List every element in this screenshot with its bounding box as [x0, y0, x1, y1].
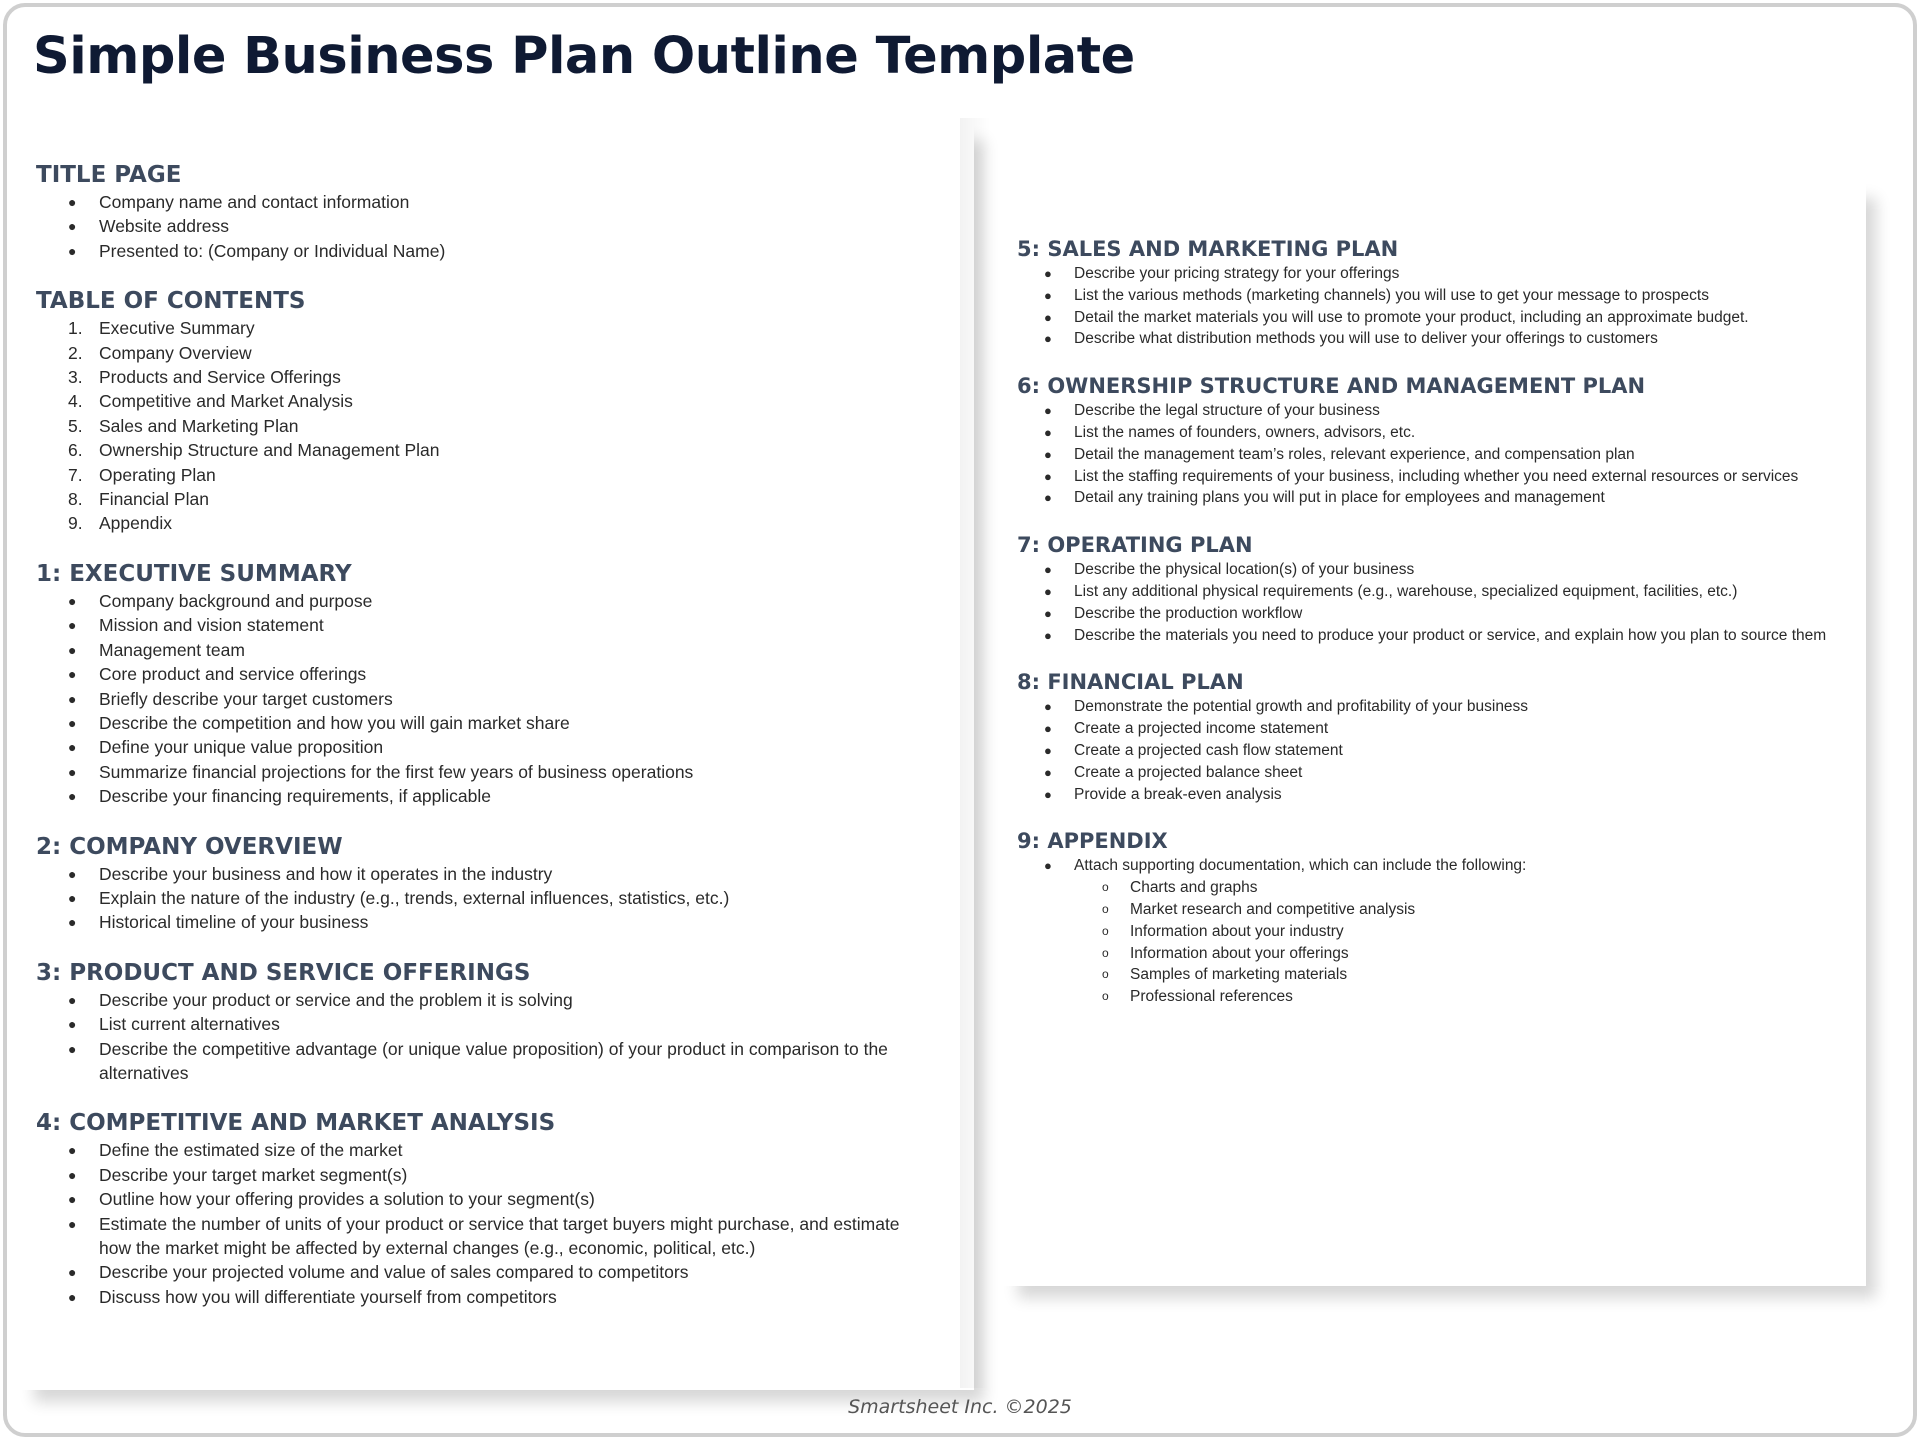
list-item-text: Describe what distribution methods you will use to deliver your offerings to customers — [1074, 330, 1658, 348]
list-item — [36, 511, 936, 535]
page-shadow — [960, 118, 990, 1388]
hollow-bullet-icon: o — [1102, 923, 1109, 938]
list-number: 1. — [68, 318, 83, 339]
list-item-text: List current alternatives — [99, 1014, 280, 1035]
list-item — [36, 638, 936, 662]
right-column — [1017, 235, 1877, 1008]
footer-copyright: Smartsheet Inc. ©2025 — [848, 1396, 1072, 1418]
list-item — [1017, 422, 1862, 444]
list-item — [36, 862, 936, 886]
list-item — [36, 1163, 936, 1187]
bullet-icon: ● — [1044, 266, 1052, 281]
list-item — [36, 214, 936, 238]
bullet-icon: ● — [1044, 721, 1052, 737]
section-operating-plan — [1017, 531, 1877, 646]
list-number: 3. — [68, 367, 83, 388]
list-item-text: Define your unique value proposition — [99, 737, 384, 758]
bullet-list — [1017, 400, 1877, 509]
list-item — [36, 365, 936, 389]
bullet-icon: ● — [68, 218, 77, 235]
bullet-list — [1017, 559, 1877, 646]
list-item-text: Describe the materials you need to produce your product or service, and explain how you plan to source them — [1074, 626, 1827, 644]
list-item-text: Company background and purpose — [99, 590, 373, 611]
section-product-and-service-offerings — [36, 958, 936, 1086]
bullet-icon: ● — [1044, 627, 1052, 643]
sub-list-item-text: Professional references — [1130, 988, 1293, 1006]
bullet-icon: ● — [68, 914, 77, 931]
list-item-text: Competitive and Market Analysis — [99, 391, 353, 412]
list-item — [36, 341, 936, 365]
hollow-bullet-icon: o — [1102, 989, 1109, 1004]
bullet-icon: ● — [1044, 742, 1052, 758]
bullet-list — [36, 1138, 936, 1309]
list-item-text: Detail any training plans you will put in place for employees and management — [1074, 489, 1605, 507]
bullet-list — [1017, 855, 1877, 1008]
list-item — [36, 239, 936, 263]
list-item — [1017, 762, 1862, 784]
bullet-icon: ● — [1044, 309, 1052, 325]
list-item — [36, 910, 936, 934]
list-item-text: Describe the legal structure of your business — [1074, 402, 1380, 420]
bullet-icon: ● — [68, 991, 77, 1008]
bullet-icon: ● — [68, 194, 77, 210]
list-item-text: Executive Summary — [99, 318, 255, 339]
list-item-text: Attach supporting documentation, which can include the following: — [1074, 857, 1527, 875]
bullet-icon: ● — [68, 592, 77, 609]
bullet-icon: ● — [1044, 605, 1052, 621]
list-number: 2. — [68, 342, 83, 363]
bullet-icon: ● — [68, 788, 77, 805]
sub-list-item-text: Information about your offerings — [1130, 944, 1349, 962]
section-heading: TABLE OF CONTENTS — [36, 288, 306, 315]
list-item-text: Briefly describe your target customers — [99, 688, 393, 709]
list-item — [36, 988, 936, 1012]
bullet-list — [1017, 263, 1877, 350]
sub-list-item — [1017, 986, 1862, 1008]
bullet-icon: ● — [68, 1166, 77, 1183]
bullet-icon: ● — [68, 763, 77, 780]
section-competitive-and-market-analysis — [36, 1108, 936, 1309]
sub-list-item — [1017, 964, 1862, 986]
list-item-text: Describe your target market segment(s) — [99, 1164, 408, 1185]
list-number: 8. — [68, 489, 83, 510]
section-heading: 8: FINANCIAL PLAN — [1017, 670, 1244, 695]
list-number: 4. — [68, 391, 83, 412]
list-item-text: Create a projected income statement — [1074, 720, 1329, 738]
list-item-text: Estimate the number of units of your product or service that target buyers might purchase, and estimate how the market might be affected by external changes (e.g., economic, political, etc.) — [99, 1213, 900, 1258]
list-item-text: Management team — [99, 639, 245, 660]
list-item-text: List the various methods (marketing channels) you will use to get your message to prospects — [1074, 286, 1709, 304]
sub-list-item-text: Information about your industry — [1130, 922, 1344, 940]
section-ownership-structure-and-management-plan — [1017, 372, 1877, 509]
list-item — [1017, 444, 1862, 466]
bullet-list — [1017, 696, 1877, 805]
list-item-text: Describe the competition and how you will gain market share — [99, 712, 570, 733]
list-item — [36, 190, 936, 214]
list-item-text: Operating Plan — [99, 464, 216, 485]
list-item — [36, 316, 936, 340]
list-item — [36, 414, 936, 438]
list-item-text: Appendix — [99, 513, 172, 534]
list-item-text: List the staffing requirements of your business, including whether you need external resources or services — [1074, 467, 1799, 485]
list-item — [1017, 263, 1862, 285]
list-item-text: Describe your pricing strategy for your offerings — [1074, 265, 1400, 282]
list-item — [36, 687, 936, 711]
bullet-icon: ● — [68, 1016, 77, 1033]
section-financial-plan — [1017, 668, 1877, 805]
list-item-text: Summarize financial projections for the first few years of business operations — [99, 761, 694, 782]
section-heading: 9: APPENDIX — [1017, 829, 1168, 854]
list-item-text: Provide a break-even analysis — [1074, 785, 1282, 803]
list-item — [1017, 784, 1862, 806]
list-item — [36, 711, 936, 735]
list-item-text: Describe your financing requirements, if applicable — [99, 786, 492, 807]
bullet-icon: ● — [68, 739, 77, 756]
section-heading: 7: OPERATING PLAN — [1017, 533, 1253, 558]
list-item-text: Create a projected cash flow statement — [1074, 741, 1343, 759]
list-item — [1017, 559, 1862, 581]
list-item — [1017, 328, 1862, 350]
list-item-text: Website address — [99, 216, 230, 237]
list-item — [36, 389, 936, 413]
list-item-text: Explain the nature of the industry (e.g., trends, external influences, statistics, etc.) — [99, 887, 730, 908]
bullet-icon: ● — [68, 690, 77, 707]
list-item-text: Describe the competitive advantage (or unique value proposition) of your product in comparison to the alternatives — [99, 1038, 888, 1083]
section-title-page — [36, 160, 936, 263]
list-item-text: Historical timeline of your business — [99, 912, 369, 933]
list-item — [36, 1012, 936, 1036]
list-item — [36, 784, 936, 808]
list-item — [36, 1260, 936, 1284]
list-item-text: List any additional physical requirements (e.g., warehouse, specialized equipment, facilities, etc.) — [1074, 582, 1738, 600]
list-item-text: Discuss how you will differentiate yourself from competitors — [99, 1286, 557, 1307]
list-item — [36, 760, 936, 784]
section-heading: 3: PRODUCT AND SERVICE OFFERINGS — [36, 959, 531, 986]
list-item — [36, 735, 936, 759]
hollow-bullet-icon: o — [1102, 945, 1109, 960]
sub-list-item-text: Samples of marketing materials — [1130, 966, 1348, 984]
bullet-icon: ● — [68, 666, 77, 683]
sub-list-item — [1017, 921, 1862, 943]
list-item — [36, 438, 936, 462]
bullet-icon: ● — [1044, 424, 1052, 440]
list-item — [36, 1187, 936, 1211]
bullet-list — [36, 190, 936, 263]
bullet-icon: ● — [1044, 287, 1052, 303]
list-item-text: Demonstrate the potential growth and profitability of your business — [1074, 698, 1529, 716]
list-item — [36, 1285, 936, 1309]
list-item — [36, 662, 936, 686]
bullet-icon: ● — [68, 714, 77, 731]
section-table-of-contents — [36, 286, 936, 536]
bullet-icon: ● — [1044, 786, 1052, 802]
list-number: 7. — [68, 464, 83, 485]
bullet-icon: ● — [68, 889, 77, 906]
bullet-icon: ● — [68, 242, 77, 259]
list-item-text: Mission and vision statement — [99, 615, 324, 636]
list-item — [36, 589, 936, 613]
bullet-icon: ● — [1044, 699, 1052, 715]
list-item-text: Define the estimated size of the market — [99, 1140, 403, 1161]
list-item-text: Describe your business and how it operates in the industry — [99, 863, 553, 884]
list-item — [1017, 855, 1862, 877]
list-number: 6. — [68, 440, 83, 461]
sub-list-item-text: Charts and graphs — [1130, 879, 1258, 897]
list-item — [1017, 466, 1862, 488]
numbered-list — [36, 316, 936, 536]
list-item-text: Products and Service Offerings — [99, 367, 341, 388]
bullet-icon: ● — [1044, 858, 1052, 874]
list-item — [36, 1138, 936, 1162]
section-company-overview — [36, 832, 936, 935]
bullet-icon: ● — [1044, 583, 1052, 599]
sub-list-item — [1017, 943, 1862, 965]
list-item — [1017, 487, 1862, 509]
list-item-text: Detail the management team’s roles, relevant experience, and compensation plan — [1074, 445, 1635, 463]
list-item — [1017, 285, 1862, 307]
section-heading: 5: SALES AND MARKETING PLAN — [1017, 237, 1399, 261]
list-item-text: Company name and contact information — [99, 192, 410, 212]
hollow-bullet-icon: o — [1102, 967, 1109, 982]
section-heading: TITLE PAGE — [36, 162, 182, 188]
bullet-icon: ● — [1044, 562, 1052, 578]
page-title: Simple Business Plan Outline Template — [33, 27, 1135, 86]
list-item — [1017, 718, 1862, 740]
list-item — [1017, 307, 1862, 329]
list-number: 9. — [68, 513, 83, 534]
bullet-icon: ● — [1044, 490, 1052, 506]
left-column — [36, 160, 936, 1309]
list-item — [1017, 696, 1862, 718]
bullet-icon: ● — [68, 1142, 77, 1159]
bullet-icon: ● — [68, 1264, 77, 1281]
sub-list-item-text: Market research and competitive analysis — [1130, 900, 1416, 918]
list-item-text: Describe the production workflow — [1074, 604, 1303, 622]
list-item — [36, 487, 936, 511]
bullet-icon: ● — [1044, 446, 1052, 462]
section-appendix — [1017, 827, 1877, 1008]
list-item-text: Describe the physical location(s) of your business — [1074, 561, 1415, 579]
section-heading: 4: COMPETITIVE AND MARKET ANALYSIS — [36, 1110, 556, 1137]
list-item — [1017, 581, 1862, 603]
bullet-icon: ● — [1044, 403, 1052, 419]
list-item-text: Detail the market materials you will use to promote your product, including an approximate budget. — [1074, 308, 1749, 326]
bullet-icon: ● — [1044, 764, 1052, 780]
list-item — [1017, 740, 1862, 762]
list-item-text: List the names of founders, owners, advisors, etc. — [1074, 423, 1416, 441]
bullet-icon: ● — [68, 1040, 77, 1057]
list-number: 5. — [68, 415, 83, 436]
section-executive-summary — [36, 559, 936, 809]
list-item — [1017, 603, 1862, 625]
list-item-text: Outline how your offering provides a solution to your segment(s) — [99, 1189, 595, 1210]
bullet-icon: ● — [68, 1215, 77, 1232]
list-item — [1017, 625, 1862, 647]
list-item — [36, 1212, 936, 1261]
list-item-text: Sales and Marketing Plan — [99, 415, 299, 436]
hollow-bullet-icon: o — [1102, 880, 1109, 895]
bullet-icon: ● — [68, 617, 77, 634]
list-item-text: Describe your projected volume and value of sales compared to competitors — [99, 1262, 689, 1283]
sub-list — [1017, 877, 1877, 1008]
bullet-list — [36, 988, 936, 1086]
hollow-bullet-icon: o — [1102, 901, 1109, 916]
bullet-icon: ● — [68, 641, 77, 658]
list-item — [36, 1037, 936, 1086]
section-heading: 1: EXECUTIVE SUMMARY — [36, 560, 352, 587]
section-heading: 6: OWNERSHIP STRUCTURE AND MANAGEMENT PLAN — [1017, 374, 1646, 399]
list-item — [36, 613, 936, 637]
list-item-text: Core product and service offerings — [99, 664, 367, 685]
bullet-icon: ● — [68, 865, 77, 882]
list-item-text: Financial Plan — [99, 489, 209, 510]
bullet-icon: ● — [1044, 331, 1052, 347]
list-item — [36, 886, 936, 910]
section-heading: 2: COMPANY OVERVIEW — [36, 833, 343, 860]
list-item — [1017, 400, 1862, 422]
bullet-list — [36, 862, 936, 935]
bullet-list — [36, 589, 936, 809]
sub-list-item — [1017, 877, 1862, 899]
list-item-text: Ownership Structure and Management Plan — [99, 440, 440, 461]
bullet-icon: ● — [68, 1191, 77, 1208]
section-sales-and-marketing-plan — [1017, 235, 1877, 350]
list-item-text: Company Overview — [99, 342, 252, 363]
sub-list-item — [1017, 899, 1862, 921]
list-item-text: Describe your product or service and the problem it is solving — [99, 989, 573, 1010]
bullet-icon: ● — [68, 1288, 77, 1305]
bullet-icon: ● — [1044, 468, 1052, 484]
list-item — [36, 463, 936, 487]
list-item-text: Create a projected balance sheet — [1074, 763, 1303, 781]
list-item-text: Presented to: (Company or Individual Name) — [99, 240, 446, 261]
